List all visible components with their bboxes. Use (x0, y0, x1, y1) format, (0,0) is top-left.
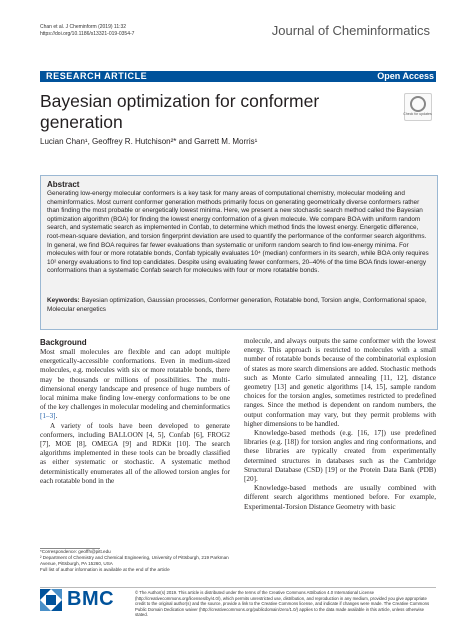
paragraph: Knowledge-based methods (e.g. [16, 17]) use predefined libraries (e.g. [18]) for torsion angles and ring conformations, and these libraries are typically created from experimentally determined structures in databases such as the Cambridge Structural Database (CSD) [19] or the Protein Data Bank (PDB) [20]. (244, 429, 436, 484)
article-type-label: RESEARCH ARTICLE (46, 71, 148, 81)
paragraph: A variety of tools have been developed to generate conformers, including BALLOON [4, 5], Confab [6], FROG2 [7], MOE [8], OMEGA [9] and RDKit [10]. The search algorithms implemented in these tools can be broadly classified as either systematic or stochastic. A systematic method deterministically enumerates all of the allowed torsion angles for each rotatable bond in the (40, 421, 230, 485)
keywords (47, 297, 430, 314)
abstract-heading: Abstract (47, 180, 80, 189)
citation-line: Chan et al. J Cheminform (2019) 11:32 (40, 24, 127, 30)
author-info-note: Full list of author information is available at the end of the article (40, 567, 170, 572)
open-access-label: Open Access (377, 71, 434, 81)
check-updates-icon (410, 96, 426, 112)
keywords-label: Keywords: (47, 297, 80, 304)
citation-link[interactable]: [1–3] (40, 412, 56, 421)
background-heading: Background (40, 338, 87, 347)
body-column-left (40, 348, 230, 486)
author-list: Lucian Chan¹, Geoffrey R. Hutchison²* and Garrett M. Morris¹ (40, 137, 258, 146)
abstract-text: Generating low-energy molecular conformers is a key task for many areas of computational chemistry, molecular modeling and cheminformatics. Most current conformer generation methods primarily focus on generating geometrically diverse conformers rather than finding the most probable or energetically lowest minima. Here, we present a new stochastic search method called the Bayesian optimization algorithm (BOA) for finding the lowest energy conformation of a given molecule. We compare BOA with uniform random search, and systematic search as implemented in Confab, to determine which method finds the lowest energy. Energetic difference, root-mean-square deviation, and torsion fingerprint deviation are used to quantify the performance of the conformer search algorithms. In general, we find BOA requires far fewer evaluations than systematic or uniform random search to find low-energy minima. For molecules with four or more rotatable bonds, Confab typically evaluates 10⁴ (median) conformers in its search, while BOA only requires 10² energy evaluations to find top candidates. Despite using evaluating fewer conformers, 20–40% of the time BOA finds lower-energy conformations than a systematic Confab search for molecules with four or more rotatable bonds. (47, 190, 429, 275)
affiliation: ² Department of Chemistry and Chemical Engineering, University of Pittsburgh, 219 Parkman Avenue, Pittsburgh, PA 15260, USA (40, 555, 229, 566)
doi-link[interactable]: https://doi.org/10.1186/s13321-019-0354-7 (40, 31, 135, 37)
paragraph: Knowledge-based methods are usually combined with different search algorithms mentioned before. For example, Experimental-Torsion Distance Geometry with basic (244, 484, 436, 511)
paragraph-text: Most small molecules are flexible and can adopt multiple energetically-accessible conformations. Even in medium-sized molecules, e.g. molecules with six or more rotatable bonds, there may be thousands or millions of possibilities. The multi-dimensional energy landscape and presence of huge numbers of local minima make finding low-energy conformations to be one of the key challenges in molecular modeling and cheminformatics (40, 348, 231, 412)
license-text: © The Author(s) 2019. This article is distributed under the terms of the Creative Commons Attribution 4.0 International License (http://creativecommons.org/licenses/by/4.0/), which permits unrestricted use, distribution, and reproduction in any medium, provided you give appropriate credit to the original author(s) and the source, provide a link to the Creative Commons license, and indicate if changes were made. The Creative Commons Public Domain Dedication waiver (http://creativecommons.org/publicdomain/zero/1.0/) applies to the data made available in this article, unless otherwise stated. (135, 590, 430, 617)
body-column-right (244, 337, 436, 512)
paragraph: Most small molecules are flexible and can adopt multiple energetically-accessible conformations. Even in medium-sized molecules, e.g. molecules with six or more rotatable bonds, there may be thousands or millions of possibilities. The multi-dimensional energy landscape and presence of huge numbers of local minima make finding low-energy conformations to be one of the key challenges in molecular modeling and cheminformatics [1–3]. (40, 348, 231, 421)
journal-name: Journal of Cheminformatics (271, 23, 430, 38)
correspondence: *Correspondence: geoffh@pitt.edu (40, 549, 111, 554)
bmc-logo-icon (40, 589, 62, 611)
bmc-wordmark: BMC (67, 588, 115, 610)
footnotes (40, 549, 230, 573)
article-meta (40, 24, 134, 38)
check-updates-label: Check for updates (403, 112, 432, 116)
paragraph: molecule, and always outputs the same conformer with the lowest energy. This approach is restricted to molecules with a small number of rotatable bonds because of the combinatorial explosion of states as more search dimensions are added. Stochastic methods such as Monte Carlo simulated annealing [11, 12], distance geometry [13] and genetic algorithms [14, 15], sample random choices for the torsion angles, sometimes restricted to predefined ranges. Since the method is dependent on random numbers, the output conformation may vary, but they permit problems with higher dimensions to be handled. (244, 337, 436, 428)
keywords-list: Bayesian optimization, Gaussian processes, Conformer generation, Rotatable bond, Torsion angle, Conformational space, Molecular energetics (47, 297, 427, 313)
article-title: Bayesian optimization for conformer generation (40, 91, 320, 132)
